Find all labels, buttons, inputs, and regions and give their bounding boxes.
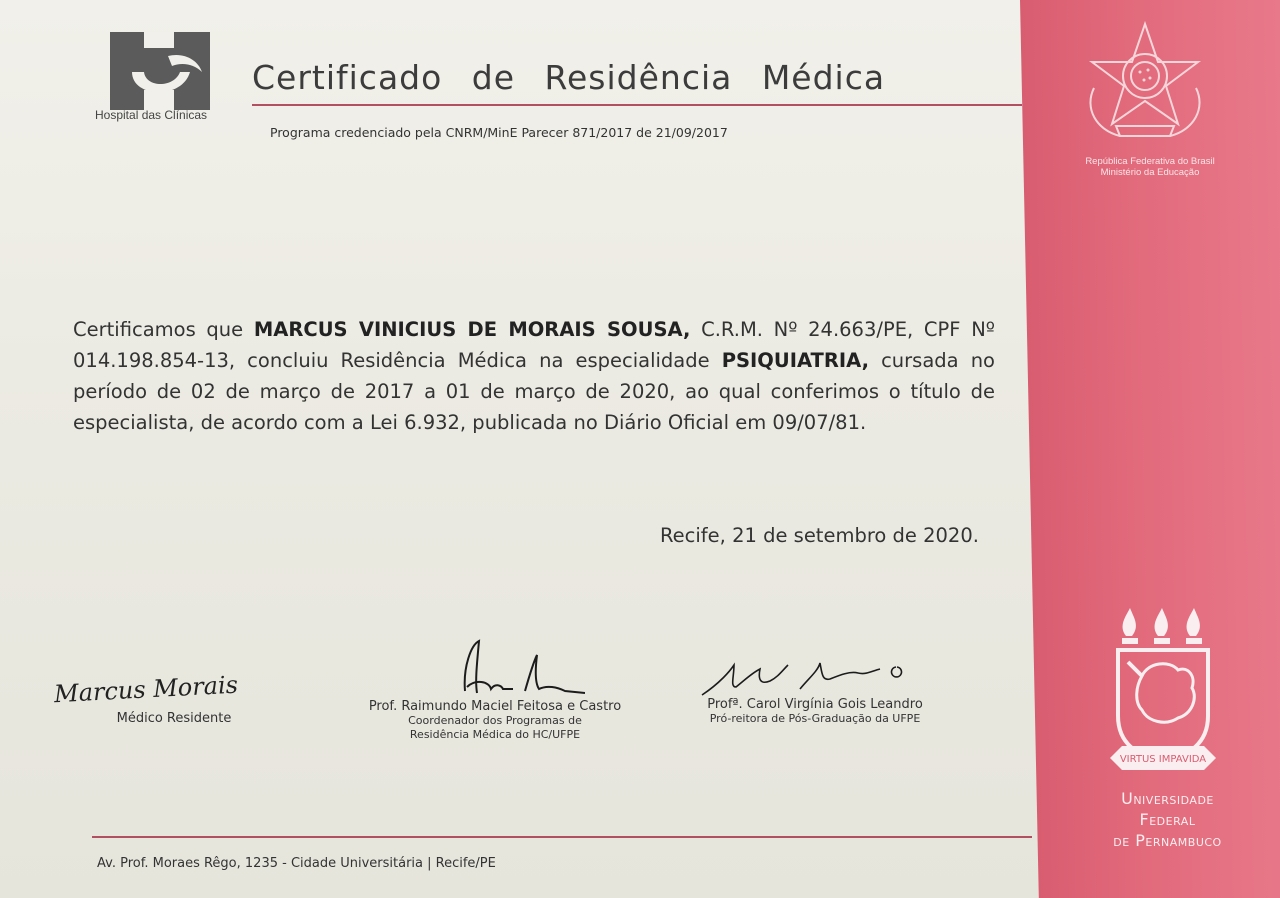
issue-date: Recife, 21 de setembro de 2020. (660, 524, 979, 547)
specialty-name: PSIQUIATRIA, (721, 349, 869, 372)
certificate-title: Certificado de Residência Médica (252, 58, 886, 97)
accreditation-note: Programa credenciado pela CNRM/MinE Parecer 871/2017 de 21/09/2017 (270, 125, 728, 140)
signature-pro-rector (695, 657, 935, 726)
ufpe-crest-icon (1108, 606, 1228, 786)
ministry-caption (1060, 156, 1240, 178)
ministry-line1: República Federativa do Brasil (1085, 156, 1215, 167)
signature-resident (53, 670, 254, 726)
hospital-name: Hospital das Clínicas (95, 108, 208, 122)
pro-rector-signature-scribble (700, 657, 930, 697)
pro-rector-role: Pró-reitora de Pós-Graduação da UFPE (709, 712, 921, 725)
ufpe-name-line3: de Pernambuco (1113, 831, 1222, 850)
pro-rector-name: Profª. Carol Virgínia Gois Leandro (707, 697, 923, 712)
body-intro: Certificamos que (73, 318, 254, 341)
signature-resident-role: Médico Residente (116, 711, 232, 726)
ministry-line2: Ministério da Educação (1100, 167, 1200, 178)
coordinator-role-line2: Residência Médica do HC/UFPE (409, 728, 581, 741)
body-registration: C.R.M. Nº 24.663/PE, CPF Nº 014.198.854-13, concluiu Residência Médica na especialidade (73, 318, 995, 372)
body-period: cursada no período de 02 de março de 2017 a 01 de março de 2020, ao qual conferimos o título de especialista, de acordo com a Lei 6.932, publicada no Diário Oficial em 09/07/81. (73, 349, 995, 434)
ufpe-name-line2: Federal (1139, 810, 1196, 829)
brazil-coat-of-arms-icon (1080, 18, 1210, 148)
coordinator-signature-scribble (405, 637, 585, 699)
ufpe-motto: VIRTUS IMPAVIDA (1119, 754, 1207, 765)
hospital-logo-icon (110, 32, 210, 112)
certificate-body (73, 314, 995, 438)
coordinator-role-line1: Coordenador dos Programas de (408, 714, 582, 727)
resident-handwritten-signature: Marcus Morais (53, 670, 239, 709)
resident-name: MARCUS VINICIUS DE MORAIS SOUSA, (253, 318, 691, 341)
ufpe-name (1080, 788, 1255, 851)
signature-coordinator (360, 637, 630, 742)
footer-address: Av. Prof. Moraes Rêgo, 1235 - Cidade Universitária | Recife/PE (97, 856, 496, 871)
ufpe-name-line1: Universidade (1121, 789, 1214, 808)
coordinator-name: Prof. Raimundo Maciel Feitosa e Castro (368, 699, 622, 714)
footer-divider (92, 836, 1032, 838)
title-divider (252, 104, 1022, 106)
